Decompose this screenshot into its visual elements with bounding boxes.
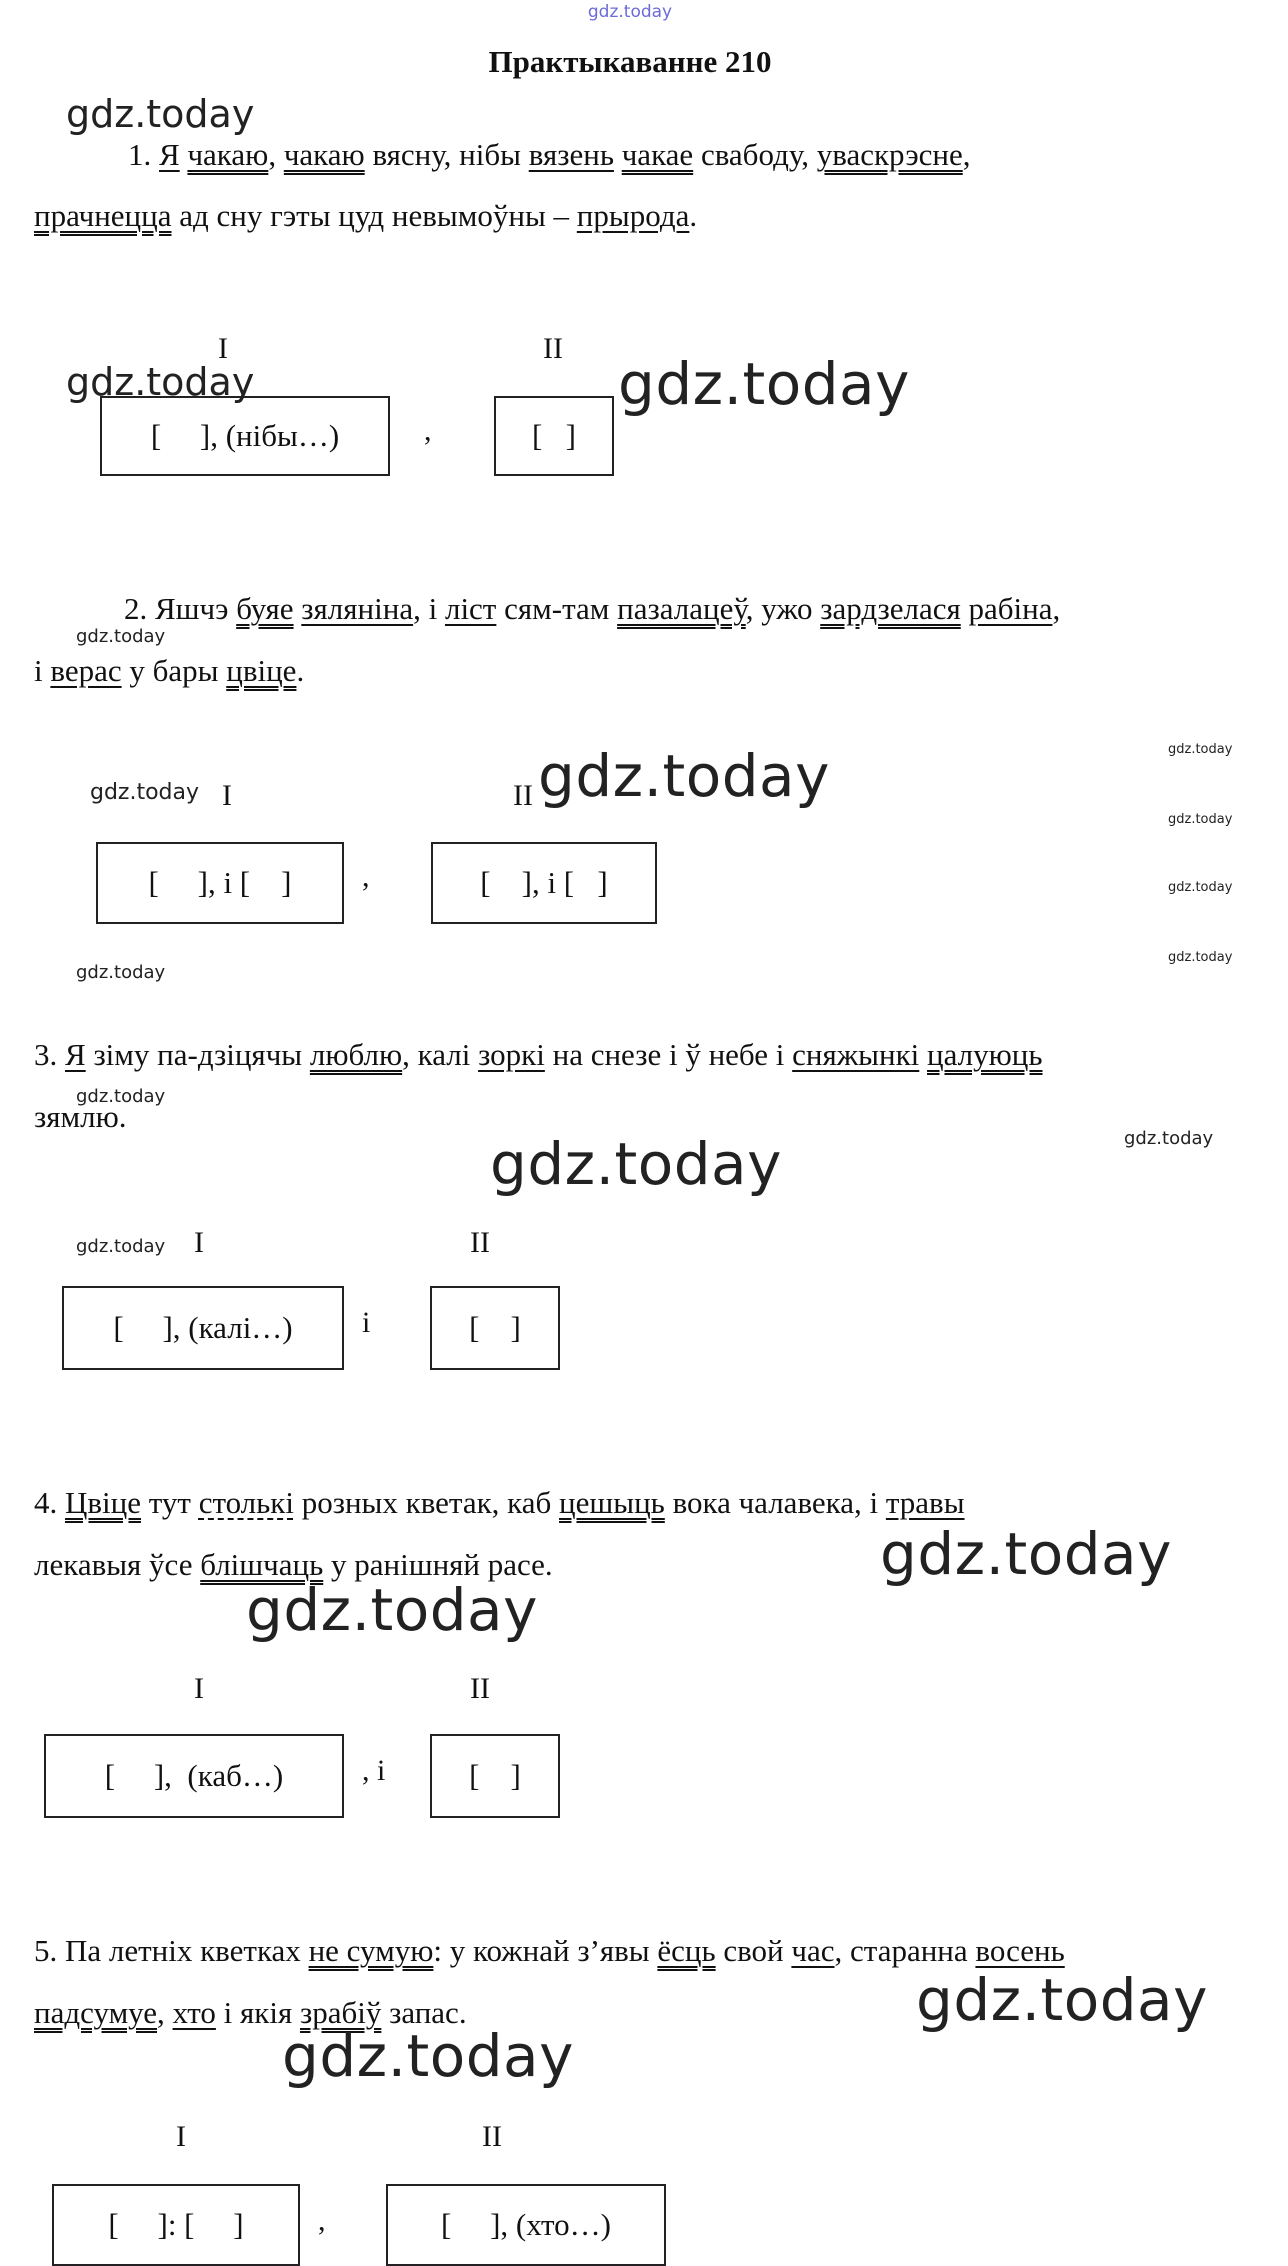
watermark: gdz.today <box>76 962 166 983</box>
item-5-scheme-box-1: [ ]: [ ] <box>52 2184 300 2266</box>
sentence-text: сям-там <box>496 591 618 626</box>
sentence-text: свабоду, <box>693 137 817 172</box>
underlined-word: восень <box>975 1933 1065 1968</box>
underlined-word: рабіна <box>968 591 1053 626</box>
watermark: gdz.today <box>66 360 255 404</box>
underlined-word: зрабіў <box>299 1995 382 2030</box>
underlined-word: зардзелася <box>820 591 961 626</box>
item-1-line-1 <box>128 136 970 173</box>
sentence-text: 4. <box>34 1485 65 1520</box>
underlined-word: чакаю <box>187 137 269 172</box>
underlined-word: час <box>791 1933 835 1968</box>
item-1-label-i: I <box>218 332 228 365</box>
underlined-word: падсумуе <box>34 1995 158 2030</box>
sentence-text: і якія <box>215 1995 300 2030</box>
underlined-word: чакаю <box>283 137 365 172</box>
item-4-line-1 <box>34 1484 965 1521</box>
item-5-label-i: I <box>176 2120 186 2153</box>
underlined-word: Я <box>159 137 180 172</box>
item-2-separator: , <box>362 860 370 893</box>
item-3-label-ii: II <box>470 1226 490 1259</box>
item-2-line-1 <box>124 590 1060 627</box>
sentence-text <box>614 137 622 172</box>
underlined-word: буяе <box>236 591 294 626</box>
page-title: Практыкаванне 210 <box>488 44 772 79</box>
watermark: gdz.today <box>618 350 910 418</box>
underlined-word: хто <box>172 1995 216 2030</box>
item-1-line-2 <box>34 197 697 234</box>
sentence-text: зіму па-дзіцячы <box>85 1037 310 1072</box>
sentence-text: , калі <box>402 1037 479 1072</box>
item-1-scheme-box-1: [ ], (нібы…) <box>100 396 390 476</box>
watermark: gdz.today <box>282 2022 574 2090</box>
sentence-text: : у кожнай з’явы <box>433 1933 658 1968</box>
watermark: gdz.today <box>1124 1128 1214 1149</box>
sentence-text: , <box>157 1995 173 2030</box>
underlined-word: прырода <box>576 198 690 233</box>
underlined-word: не сумую <box>308 1933 434 1968</box>
item-5-label-ii: II <box>482 2120 502 2153</box>
sentence-text: вока чалавека, і <box>664 1485 886 1520</box>
watermark: gdz.today <box>1168 742 1233 757</box>
underlined-word: уваскрэсне <box>816 137 963 172</box>
watermark: gdz.today <box>90 780 200 805</box>
sentence-text: 3. <box>34 1037 65 1072</box>
item-2-line-2 <box>34 652 304 689</box>
item-1-separator: , <box>424 414 432 447</box>
sentence-text: ад сну гэты цуд невымоўны – <box>171 198 577 233</box>
sentence-text: запас. <box>381 1995 467 2030</box>
sentence-text: , <box>962 137 971 172</box>
item-3-line-1 <box>34 1036 1043 1073</box>
watermark: gdz.today <box>538 742 830 810</box>
underlined-word: зоркі <box>478 1037 545 1072</box>
underlined-word: столькі <box>198 1485 294 1520</box>
sentence-text: лекавыя ўсе <box>34 1547 201 1582</box>
item-4-scheme-box-2: [ ] <box>430 1734 560 1818</box>
sentence-text: , <box>1052 591 1061 626</box>
sentence-text: . <box>689 198 698 233</box>
item-1-scheme-box-2: [ ] <box>494 396 614 476</box>
sentence-text <box>919 1037 927 1072</box>
underlined-word: люблю <box>309 1037 403 1072</box>
top-watermark: gdz.today <box>587 2 673 22</box>
item-5-scheme-box-2: [ ], (хто…) <box>386 2184 666 2266</box>
watermark: gdz.today <box>1168 950 1233 965</box>
item-4-label-i: I <box>194 1672 204 1705</box>
sentence-text: , і <box>413 591 445 626</box>
sentence-text: у ранішняй расе. <box>323 1547 553 1582</box>
underlined-word: вязень <box>528 137 614 172</box>
watermark: gdz.today <box>76 626 166 647</box>
item-2-label-ii: II <box>513 779 533 812</box>
sentence-text: у бары <box>121 653 227 688</box>
sentence-text: тут <box>141 1485 199 1520</box>
underlined-word: травы <box>885 1485 965 1520</box>
sentence-text: , <box>268 137 284 172</box>
sentence-text: 5. Па летніх кветках <box>34 1933 309 1968</box>
item-4-label-ii: II <box>470 1672 490 1705</box>
item-4-separator: , і <box>362 1754 386 1787</box>
sentence-text: свой <box>715 1933 792 1968</box>
item-5-line-1 <box>34 1932 1065 1969</box>
sentence-text: розных кветак, каб <box>293 1485 560 1520</box>
sentence-text: , старанна <box>834 1933 976 1968</box>
underlined-word: цалуюць <box>927 1037 1043 1072</box>
watermark: gdz.today <box>66 92 255 136</box>
sentence-text: і <box>34 653 51 688</box>
watermark: gdz.today <box>76 1236 166 1257</box>
watermark: gdz.today <box>880 1520 1172 1588</box>
underlined-word: цешыць <box>559 1485 665 1520</box>
item-3-scheme-box-2: [ ] <box>430 1286 560 1370</box>
underlined-word: цвіце <box>226 653 297 688</box>
sentence-text: на снезе і ў небе і <box>544 1037 793 1072</box>
underlined-word: ліст <box>444 591 497 626</box>
underlined-word: зяляніна <box>301 591 414 626</box>
underlined-word: пазалацеў <box>617 591 746 626</box>
item-3-scheme-box-1: [ ], (калі…) <box>62 1286 344 1370</box>
watermark: gdz.today <box>1168 812 1233 827</box>
item-2-label-i: I <box>222 779 232 812</box>
underlined-word: прачнецца <box>34 198 172 233</box>
underlined-word: ёсць <box>657 1933 716 1968</box>
watermark: gdz.today <box>246 1576 538 1644</box>
item-2-scheme-box-1: [ ], і [ ] <box>96 842 344 924</box>
underlined-word: сняжынкі <box>792 1037 920 1072</box>
underlined-word: блішчаць <box>200 1547 324 1582</box>
sentence-text: 2. Яшчэ <box>124 591 237 626</box>
sentence-text: вясну, нібы <box>364 137 529 172</box>
watermark: gdz.today <box>1168 880 1233 895</box>
item-2-scheme-box-2: [ ], і [ ] <box>431 842 657 924</box>
item-1-label-ii: II <box>543 332 563 365</box>
item-5-separator: , <box>318 2204 326 2237</box>
underlined-word: верас <box>50 653 122 688</box>
sentence-text: , ужо <box>745 591 821 626</box>
sentence-text: зямлю. <box>34 1099 127 1134</box>
sentence-text: . <box>296 653 305 688</box>
item-3-separator: і <box>362 1306 371 1339</box>
watermark: gdz.today <box>916 1966 1208 2034</box>
sentence-text: 1. <box>128 137 159 172</box>
underlined-word: чакае <box>621 137 694 172</box>
underlined-word: Я <box>65 1037 86 1072</box>
watermark: gdz.today <box>76 1086 166 1107</box>
item-4-scheme-box-1: [ ], (каб…) <box>44 1734 344 1818</box>
watermark: gdz.today <box>490 1130 782 1198</box>
item-3-label-i: I <box>194 1226 204 1259</box>
underlined-word: Цвіце <box>65 1485 141 1520</box>
